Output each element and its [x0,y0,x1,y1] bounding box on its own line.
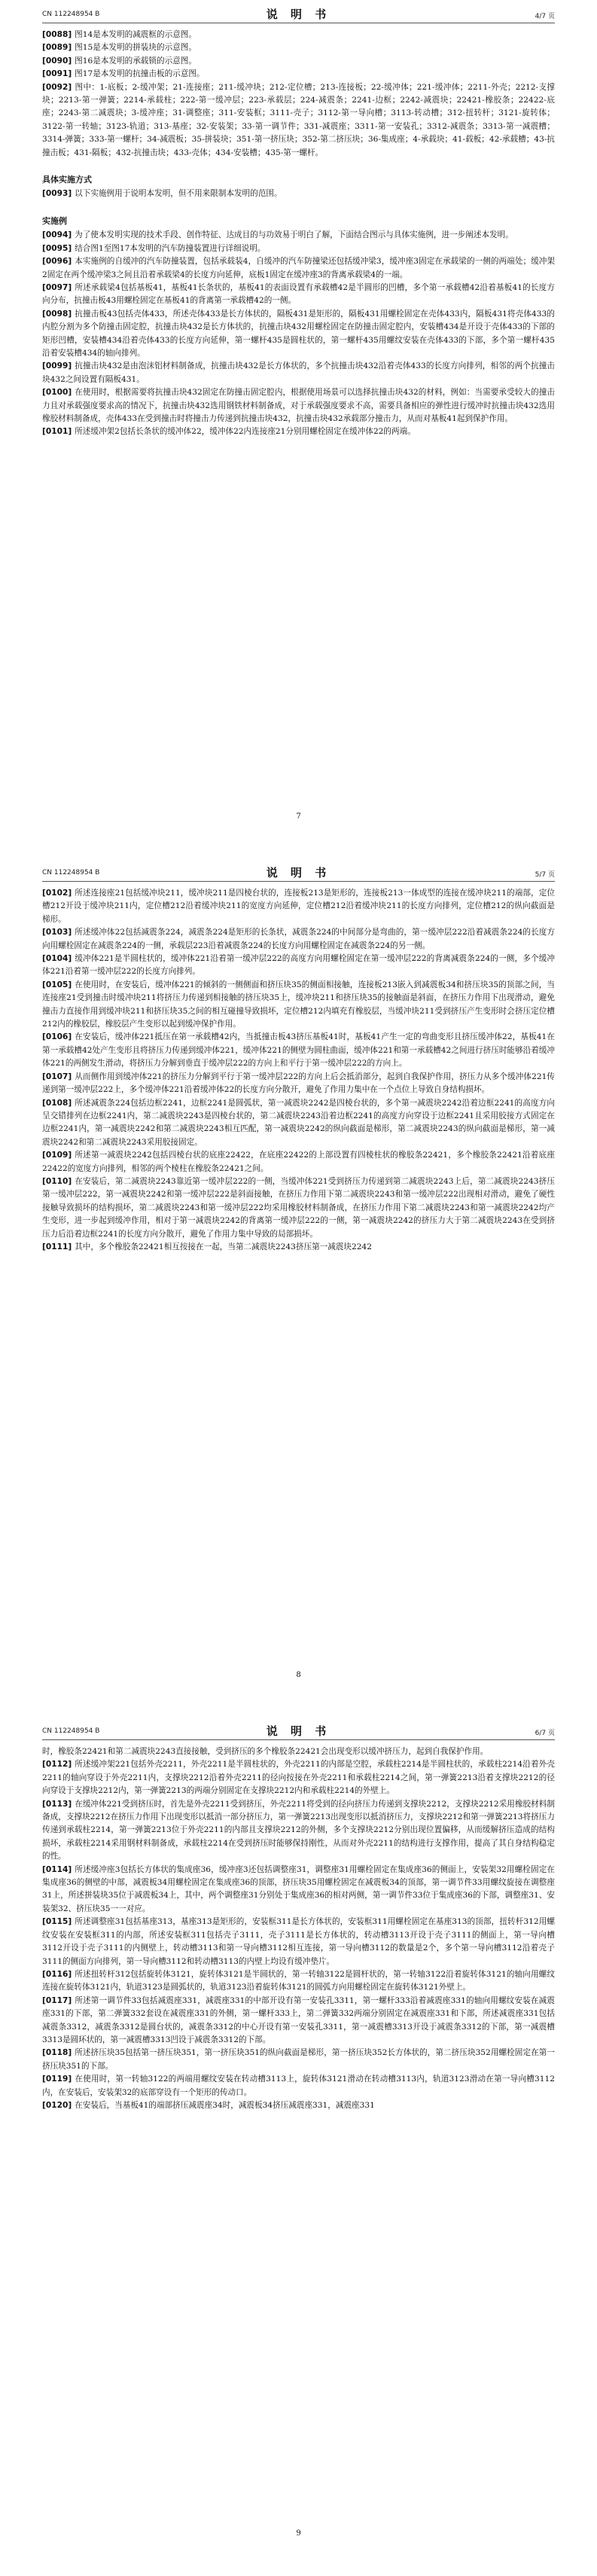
paragraph [42,1798,555,1864]
paragraph-number: [0105] [42,980,72,989]
paragraph [42,1995,555,2047]
paragraph-text: 在使用时，第一转轴3122的两端用螺纹安装在转动槽3113上，旋转体3121滑动在转动槽3113内，轨道3123滑动在第一导向槽3112内，在安装后，安装架32的底部穿设有一个矩形的传动口。 [42,2075,555,2097]
paragraph-number: [0094] [42,230,72,240]
page-footer-number: 9 [296,2529,301,2538]
paragraph-text: 图15是本发明的拼装块的示意图。 [75,43,196,53]
paragraph-number: [0093] [42,189,72,199]
header-rule [42,881,555,882]
paragraph-number: [0102] [42,889,72,898]
paragraph-text: 在使用时，在安装后，缓冲体221的倾斜的一侧侧面和挤压块35的侧面相接触，连接板213嵌入到减震板34和挤压块35的顶部之间，当连接座21受到撞击时缓冲块211将挤压力传递到相接触的挤压块35上，缓冲块211和挤压块35的接触面是斜面，在挤压力作用下出现滑动，避免撞击力直接作用到缓冲块211和挤压块35之间的相互碰撞导致损坏，定位槽212内填充有橡胶层，当缓冲块211受到挤压产生变形时会挤压定位槽212内的橡胶层，橡胶层产生变形以起到缓冲保护作用。 [42,980,555,1029]
section-heading: 具体实施方式 [42,175,92,185]
publication-number: CN 112248954 B [42,1727,100,1735]
paragraph-number: [0113] [42,1799,72,1809]
page-header [42,6,555,29]
paragraph [42,1097,555,1150]
paragraph [42,2099,555,2112]
paragraph-text: 结合图1至图17本发明的汽车防撞装置进行详细说明。 [75,243,266,253]
paragraph [42,55,555,68]
page-number: 4/7 页 [535,13,555,20]
paragraph [42,229,555,242]
paragraph [42,1745,555,1758]
paragraph [42,187,555,200]
document-title: 说 明 书 [266,8,331,21]
paragraph [42,29,555,41]
paragraph [42,979,555,1032]
paragraph-number: [0119] [42,2075,72,2084]
paragraph-text: 以下实施例用于说明本发明，但不用来限制本发明的范围。 [75,189,282,199]
paragraph-number: [0088] [42,30,72,39]
paragraph-text: 所述第一调节件33包括减震座331，减震座331的中部开设有第一安装孔3311，第一螺杆333沿着减震座331的轴向用螺纹安装在减震座331的下部，第二弹簧332套设在减震座331的外侧，第一螺杆333上，第二弹簧332两端分别固定在减震座331和下部，所述减震座331包括减震条3312，减震条3312是圆台状的，减震条3312的中心开设有第一安装孔3311，第一减震槽3313开设于减震条3312的下部，第一减震槽3313是圆环状的，第一减震槽3313凹设于减震条3312的下部。 [42,1995,555,2044]
paragraph-text: 所述承载梁4包括基板41，基板41长条状的，基板41的表面设置有承载槽42是半圆形的凹槽，多个第一承载槽42沿着基板41的长度方向分布，抗撞击板43用螺栓固定在基板41的背离第一承载槽42的一侧。 [42,282,555,306]
paragraph [42,68,555,81]
paragraph-text: 所述缓冲座3包括长方体状的集成座36，缓冲座3还包括调整座31，调整座31用螺栓固定在集成座36的侧面上，安装架32用螺栓固定在集成座36的侧壁的中部，减震板34用螺栓固定在集成座36的顶部，挤压块35用螺栓固定在减震板34的顶部，第一调节件33用螺纹旋接在调整座31上，所述拼装块35位于减震板34上，其中，两个调整座31分别处于集成座36的相对两侧，第一调节件33位于集成座36的下部，调整座31、安装架32、挤压块35一一对应。 [42,1864,555,1913]
paragraph [42,242,555,255]
page-footer-number: 8 [296,1671,301,1679]
paragraph [42,1071,555,1097]
paragraph-text: 所述缓冲体22包括减震条224，减震条224是矩形的长条状，减震条224的中间部分是弯曲的，第一缓冲层222沿着减震条224的长度方向用螺栓固定在减震条224的一侧，承载层223沿着减震条224的长度方向用螺栓固定在减震条224的另一侧。 [42,928,555,950]
paragraph-text: 图14是本发明的减震框的示意图。 [75,30,196,39]
paragraph-text: 从而侧作用到缓冲体221的挤压力分解到平行于第一缓冲层222的方向上后会抵消部分，起到自我保护作用，挤压力从多个缓冲体221传递到第一缓冲层222上，多个缓冲体221沿着缓冲体22的长度方向分散开，避免了作用力集中在一个点位上导致自身结构损坏。 [42,1072,555,1095]
paragraph-number: [0118] [42,2048,72,2058]
paragraph-text: 时，橡胶条22421和第二减震块2243直接接触，受到挤压的多个橡胶条22421会出现变形以缓冲挤压力，起到自我保护作用。 [42,1747,489,1756]
paragraph-number: [0100] [42,388,72,398]
paragraph-text: 所述第一减震块2242包括四棱台状的底座22422，在底座22422的上部设置有四棱柱状的橡胶条22421，多个橡胶条22421沿着底座22422的宽度方向排列，相邻的两个棱柱在橡胶条22421之间。 [42,1151,555,1173]
document-page-3 [0,1717,597,2575]
paragraph [42,81,555,160]
paragraph-text: 为了使本发明实现的技术手段、创作特征、达成目的与功效易于明白了解，下面结合图示与具体实施例，进一步阐述本发明。 [75,230,513,240]
paragraph-number: [0106] [42,1032,72,1042]
paragraph [42,1175,555,1241]
paragraph-number: [0111] [42,1242,72,1251]
paragraph [42,1758,555,1797]
paragraph-number: [0090] [42,56,72,66]
paragraph-text: 本实施例的自缓冲的汽车防撞装置，包括承载装4，自缓冲的汽车防撞梁还包括缓冲梁3，缓冲座3固定在承载梁的一侧的两端处；缓冲架2固定在两个缓冲梁3之间且沿着承载梁4的长度方向延伸，底板1固定在缓冲座3的背离承载梁4的一端。 [42,257,555,279]
paragraph-number: [0091] [42,69,72,79]
page-header [42,864,555,887]
paragraph-text: 在安装后，缓冲体221抵压在第一承载槽42内，当抵撞击板43挤压基板41时，基板41产生一定的弯曲变形且挤压缓冲体22，基板41在第一承载槽42处产生变形且将挤压力传递到缓冲体221，缓冲体221的侧壁为圆柱曲面，缓冲体221和第一承载槽42之间进行挤压时能够沿着缓冲体221的两侧发生滑动，将挤压力分解到垂直于缓冲层222的方向上和平行于第一缓冲层222的方向上。 [42,1032,555,1069]
paragraph-text: 图中：1-底板；2-缓冲架；21-连接座；211-缓冲块；212-定位槽；213-连接板；22-缓冲体；221-缓冲体；2211-外壳；2212-支撑块；2213-第一弹簧；2214-承载柱；222-第一缓冲层；223-承载层；224-减震条；2241-边框；2242-减震块；22421-橡胶条；22422-底座；2243-第二减震块；3-缓冲座；31-调整座；311-安装框；3111-壳子；3112-第一导向槽；3113-转动槽；312-扭转杆；3121-旋转体；3122-第一转轴；3123-轨道；313-基座；32-安装架；33-第一调节件；331-减震座；3311-第一安装孔；3312-减震条；3313-第一减震槽；3314-弹簧；333-第一螺杆；34-减震板；35-拼装块；351-第一挤压块；352-第二挤压块；36-集成座；4-承载块；41-载板；42-承载槽；43-抗撞击板；431-隔板；432-抗撞击块；433-壳体；434-安装槽；435-第一螺杆。 [42,82,555,157]
publication-number: CN 112248954 B [42,869,100,876]
paragraph-number: [0115] [42,1917,72,1927]
paragraph [42,2073,555,2099]
paragraph-number: [0098] [42,309,72,319]
paragraph-number: [0103] [42,928,72,937]
paragraph-number: [0117] [42,1995,72,2005]
paragraph [42,1916,555,1968]
paragraph [42,1864,555,1916]
document-title: 说 明 书 [266,1724,331,1738]
document-title: 说 明 书 [266,866,331,879]
paragraph-text: 在使用时，根据需要将抗撞击块432固定在防撞击固定腔内，根据使用场景可以选择抗撞击块432的材料，例如：当需要承受较大的撞击力且对承载强度要求高的情况下，抗撞击块432选用钢铁材料制备成，对于承载强度要求不高，需要具备相应的弹性进行缓冲时抗撞击块432选用橡胶材料制备成，壳体433在受到撞击时将撞击力传递到抗撞击块432，抗撞击块432承载部分撞击力，从而对基板41起到保护作用。 [42,388,555,423]
paragraph [42,386,555,425]
paragraph-text: 所述扭转杆312包括旋转体3121，旋转体3121是半圆状的，第一转轴3122是圆杆状的，第一转轴3122沿着旋转体3121的轴向用螺纹连接在旋转体3121内，轨道3123是圆弧状的，轨道3123沿着旋转体3121的圆弧方向用螺栓固定在旋转体3121外壁上。 [42,1969,555,1992]
paragraph [42,1968,555,1995]
paragraph-text: 抗撞击板43包括壳体433，所述壳体433是长方体状的，隔板431是矩形的，隔板431用螺栓固定在壳体433内，隔板431将壳体433的内腔分割为多个防撞击固定腔，抗撞击块432是长方体状的，抗撞击块432用螺栓固定在防撞击固定腔内，安装槽434是开设于壳体433的下部的矩形凹槽，安装槽434沿着壳体433的长度方向延伸，第一螺杆435是圆柱状的，第一螺杆435用螺纹安装在壳体433的下部，多个第一螺杆435沿着安装槽434的轴向排列。 [42,309,555,358]
paragraph-text: 在缓冲体221受到挤压时，首先是外壳2211受到挤压，外壳2211将受到的径向挤压力传递到支撑块2212，支撑块2212采用橡胶材料制备成，支撑块2212在挤压力作用下出现变形以抵消一部分挤压力，第一弹簧2213出现变形以抵消挤压力，支撑块2212和第一弹簧2213将挤压力传递到承载柱2214，第一弹簧2213位于外壳2211的内部且支撑块2212的外侧，多个支撑块2212分别出现位置偏移，从而缓解挤压造成的结构损坏，承载柱2214采用钢材料制备成，承载柱2214在受到挤压时能够保持刚性，从而对外壳2211的结构进行支撑作用，提高了其自身结构稳定的性。 [42,1799,555,1861]
paragraph-text: 所述缓冲架221包括外壳2211，外壳2211是半圆柱状的，外壳2211的内部是空腔，承载柱2214是半圆柱状的，承载柱2214沿着外壳2211的轴向穿设于外壳2211内，支撑块2212沿着外壳2211的径向按接在外壳2211和承载柱2214之间，第一弹簧2213沿着支撑块2212的径向穿设于支撑块2212内，第一弹簧2213的两端分别固定在支撑块2212内和承载柱2214的外壁上。 [42,1760,555,1796]
paragraph-text: 所述挤压块35包括第一挤压块351，第一挤压块351的纵向截面是梯形，第一挤压块352长方体状的，第二挤压块352用螺栓固定在第一挤压块351的下部。 [42,2048,555,2071]
page-body [42,1745,555,2112]
paragraph-text: 所述减震条224包括边框2241，边框2241是圆弧状，第一减震块2242是四棱台状的，多个第一减震块2242沿着边框2241的高度方向呈交错排列在边框2241内，第二减震块2243是四棱台状的，第二减震块2243沿着边框2241的高度方向穿设于边框2241且采用胶接方式固定在边框2241内，第一减震块2242和第二减震块2243相互匹配，第一减震块2242的纵向截面是梯形，第二减震块2243的纵向截面是梯形，第一减震块2242和第二减震块2243采用胶接固定。 [42,1098,555,1147]
paragraph [42,41,555,54]
paragraph-text: 图17是本发明的抗撞击板的示意图。 [75,69,205,79]
page-footer-number: 7 [296,812,301,821]
paragraph [42,360,555,386]
paragraph-number: [0097] [42,282,72,292]
paragraph-text: 缓冲体221是半圆柱状的，缓冲体221沿着第一缓冲层222的高度方向用螺栓固定在第一缓冲层222的背离减震条224的一侧，多个缓冲体221沿着第一缓冲层222的长度方向排列。 [42,954,555,977]
paragraph-number: [0107] [42,1072,72,1081]
section-heading: 实施例 [42,215,67,226]
header-rule [42,1739,555,1740]
paragraph-number: [0108] [42,1098,72,1108]
paragraph-number: [0116] [42,1969,72,1979]
page-number: 6/7 页 [535,1730,555,1737]
paragraph [42,282,555,308]
paragraph-text: 抗撞击块432是由泡沫铝材料制备成，抗撞击块432是长方体状的，多个抗撞击块432沿着壳体433的长度方向排列，相邻的两个抗撞击块432之间设置有隔板431。 [42,361,555,384]
paragraph [42,1031,555,1070]
paragraph-number: [0109] [42,1151,72,1160]
paragraph-text: 图16是本发明的承载锁的示意图。 [75,56,196,66]
document-page-1 [0,0,597,858]
paragraph [42,1241,555,1254]
paragraph-number: [0110] [42,1176,72,1186]
page-body [42,29,555,439]
page-number: 5/7 页 [535,871,555,879]
paragraph-text: 在安装后，当基板41的端部挤压减震座34时，减震板34挤压减震座331，减震座331 [75,2100,375,2110]
paragraph-number: [0112] [42,1760,72,1770]
document-page-2 [0,858,597,1717]
paragraph-number: [0104] [42,954,72,964]
paragraph-text: 所述缓冲架2包括长条状的缓冲体22，缓冲体22内连接座21分别用螺栓固定在缓冲体22的两端。 [75,427,416,437]
paragraph-number: [0092] [42,82,72,92]
paragraph-text: 其中，多个橡胶条22421相互按接在一起，当第二减震块2243挤压第一减震块2242 [75,1242,373,1251]
paragraph-number: [0120] [42,2100,72,2110]
page-body [42,887,555,1254]
paragraph-text: 在安装后，第二减震块2243靠近第一缓冲层222的一侧，当缓冲体221受到挤压力传递到第二减震块2243上后，第二减震块2243挤压第一缓冲层222，第一减震块2242和第一缓冲层222是斜面接触，在挤压力作用下第二减震块2243和第一缓冲层222出现相对滑动，避免了硬性接触导致损坏的结构损坏，第二减震块2243和第一缓冲层222均采用橡胶材料制备成，在挤压力作用下第二减震块2243和第一减震块2242均产生变形，进一步起到缓冲作用，相对于第一减震块2242的背离第一缓冲层222的一侧，第一减震块2242的挤压力大于第二减震块2243在受到挤压力后沿着边框2241的长度方向分散开，避免了作用力集中导致的局部损坏。 [42,1176,555,1239]
paragraph-number: [0114] [42,1864,72,1874]
paragraph-number: [0101] [42,427,72,437]
paragraph-text: 所述调整座31包括基座313，基座313是矩形的，安装框311是长方体状的，安装框311用螺栓固定在基座313的顶部，扭转杆312用螺纹安装在安装框311的内部，所述安装框311包括壳子3111，壳子3111是长方体状的，转动槽3113开设于壳子3111的侧面上，第一导向槽3112开设于壳子3111的内侧壁上，转动槽3113和第一导向槽3112相互连接，第一导向槽3112的数量是2个，多个第一导向槽3112沿着壳子3111的侧面方向排列，第一导向槽3112和转动槽3113的内壁上均设有缓冲垫片。 [42,1917,555,1966]
paragraph [42,953,555,979]
paragraph [42,308,555,361]
paragraph-number: [0096] [42,257,72,267]
paragraph-number: [0095] [42,243,72,253]
paragraph [42,255,555,282]
paragraph [42,887,555,926]
paragraph-number: [0099] [42,361,72,371]
paragraph [42,2047,555,2073]
paragraph-number: [0089] [42,43,72,53]
publication-number: CN 112248954 B [42,11,100,18]
page-header [42,1723,555,1745]
paragraph [42,425,555,438]
paragraph-text: 所述连接座21包括缓冲块211，缓冲块211是四棱台状的，连接板213是矩形的，连接板213一体成型的连接在缓冲块211的端部，定位槽212开设于缓冲块211内，定位槽212沿着缓冲块211的宽度方向延伸，定位槽212沿着缓冲块211的长度方向排列，定位槽212的纵向截面是梯形。 [42,889,555,924]
paragraph [42,926,555,953]
paragraph [42,1149,555,1175]
